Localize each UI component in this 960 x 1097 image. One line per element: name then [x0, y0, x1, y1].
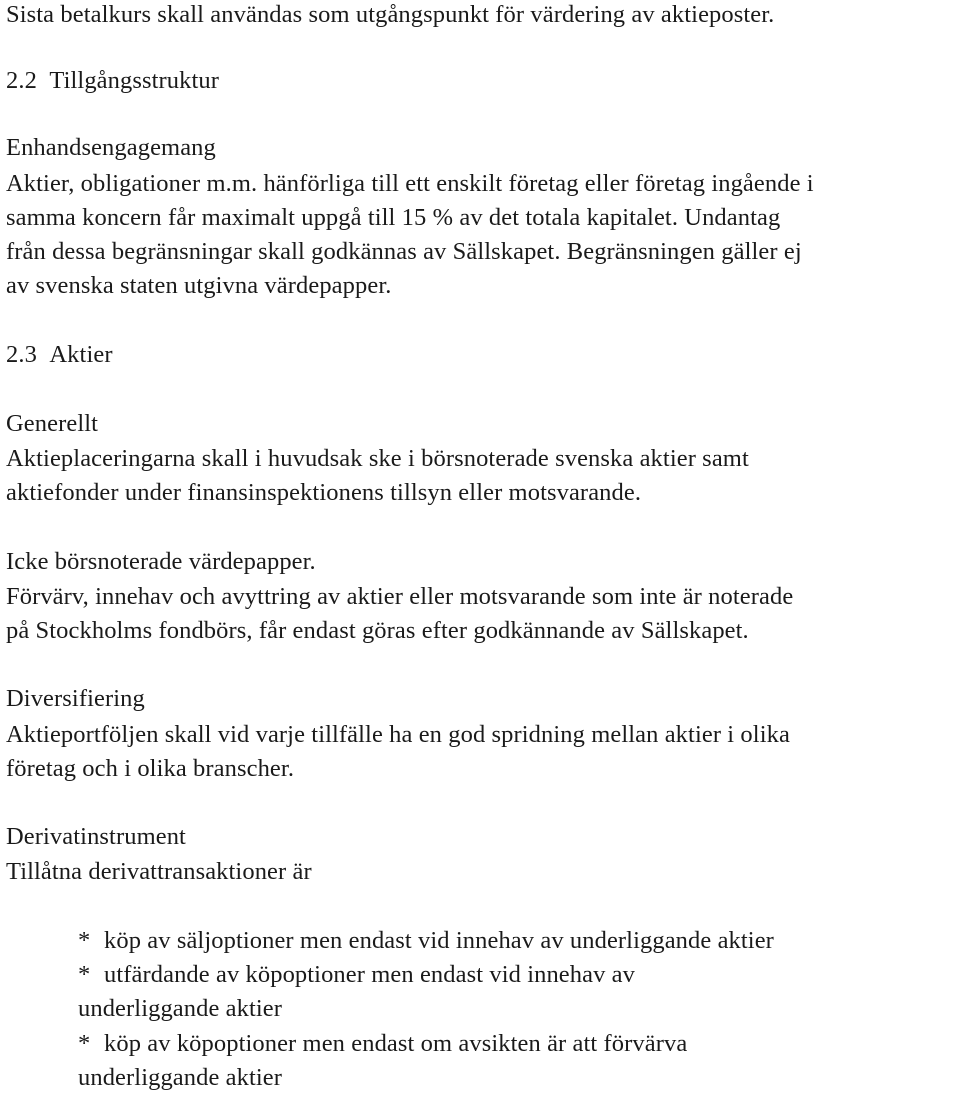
paragraph-line: Tillåtna derivattransaktioner är [6, 858, 312, 885]
paragraph-line: Aktieplaceringarna skall i huvudsak ske i börsnoterade svenska aktier samt [6, 445, 749, 472]
section-title: Aktier [49, 341, 113, 368]
bullet-continuation: underliggande aktier [78, 1064, 283, 1091]
paragraph-line: Aktier, obligationer m.m. hänförliga till ett enskilt företag eller företag ingående i [6, 170, 814, 197]
paragraph-line: på Stockholms fondbörs, får endast göras efter godkännande av Sällskapet. [6, 617, 749, 644]
bullet-item [78, 926, 774, 956]
bullet-marker: * [78, 961, 91, 988]
bullet-text: utfärdande av köpoptioner men endast vid innehav av [104, 961, 636, 988]
bullet-text: köp av säljoptioner men endast vid innehav av underliggande aktier [104, 927, 774, 954]
paragraph-line: företag och i olika branscher. [6, 755, 295, 782]
paragraph-line: samma koncern får maximalt uppgå till 15 % av det totala kapitalet. Undantag [6, 204, 781, 231]
paragraph-line: aktiefonder under finansinspektionens tillsyn eller motsvarande. [6, 479, 642, 506]
intro-paragraph: Sista betalkurs skall användas som utgångspunkt för värdering av aktieposter. [6, 1, 775, 28]
section-number: 2.3 [6, 341, 37, 368]
bullet-continuation: underliggande aktier [78, 995, 283, 1022]
paragraph-line: av svenska staten utgivna värdepapper. [6, 272, 392, 299]
subheading-icke-borsnoterade: Icke börsnoterade värdepapper. [6, 548, 316, 575]
subheading-derivatinstrument: Derivatinstrument [6, 823, 186, 850]
bullet-marker: * [78, 1030, 91, 1057]
section-heading-2-2 [6, 66, 219, 96]
paragraph-line: från dessa begränsningar skall godkännas av Sällskapet. Begränsningen gäller ej [6, 238, 802, 265]
bullet-item [78, 960, 635, 990]
bullet-text: köp av köpoptioner men endast om avsikten är att förvärva [104, 1030, 688, 1057]
subheading-enhandsengagemang: Enhandsengagemang [6, 134, 216, 161]
section-number: 2.2 [6, 67, 37, 94]
bullet-marker: * [78, 927, 91, 954]
subheading-diversifiering: Diversifiering [6, 685, 145, 712]
paragraph-line: Förvärv, innehav och avyttring av aktier eller motsvarande som inte är noterade [6, 583, 794, 610]
bullet-item [78, 1029, 687, 1059]
section-title: Tillgångsstruktur [49, 67, 219, 94]
subheading-generellt: Generellt [6, 410, 99, 437]
paragraph-line: Aktieportföljen skall vid varje tillfälle ha en god spridning mellan aktier i olika [6, 721, 790, 748]
section-heading-2-3 [6, 340, 113, 370]
